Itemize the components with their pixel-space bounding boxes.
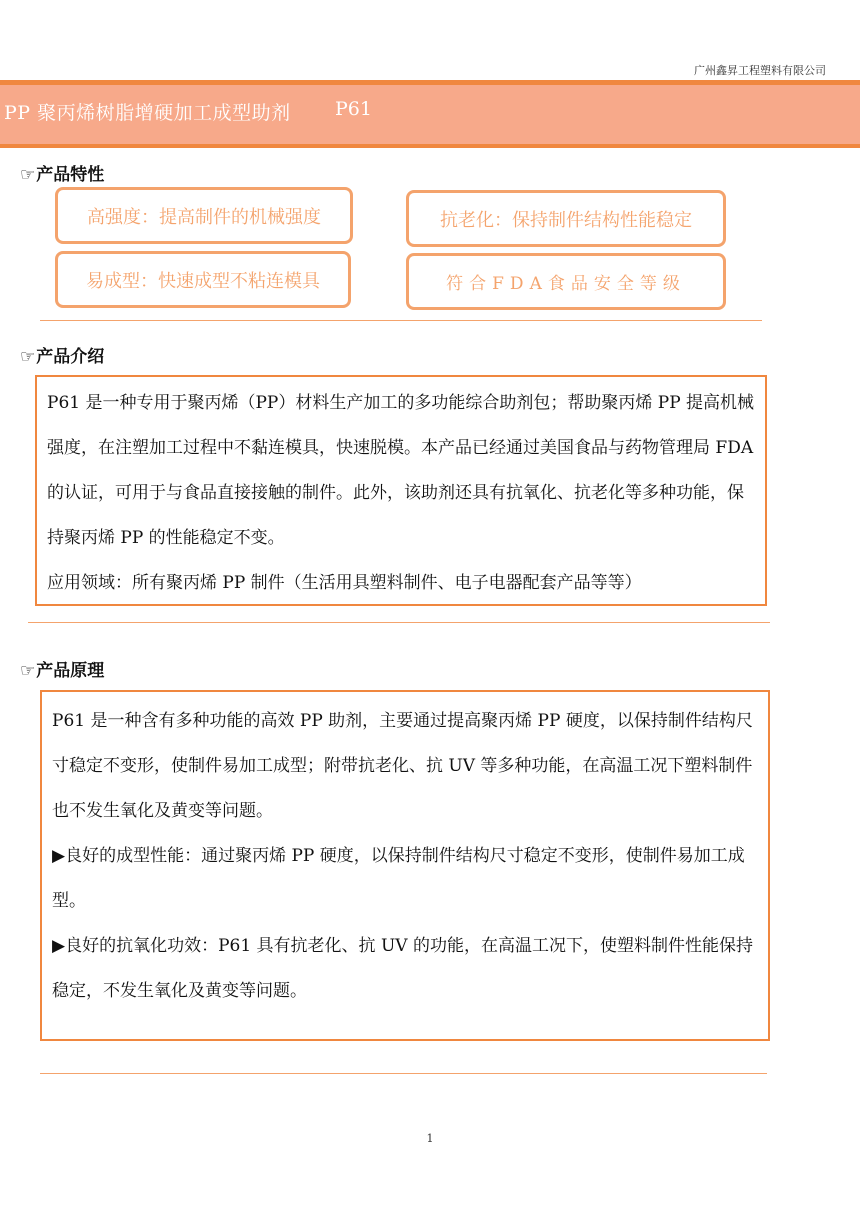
features-heading-text: 产品特性	[36, 165, 105, 185]
intro-heading	[20, 342, 104, 367]
intro-heading-text: 产品介绍	[36, 347, 105, 367]
intro-application: 应用领域：所有聚丙烯 PP 制件（生活用具塑料制件、电子电器配套产品等等）	[47, 573, 642, 593]
divider	[40, 320, 762, 321]
pointing-hand-icon: ☞	[20, 347, 36, 367]
feature-anti-aging: 抗老化：保持制件结构性能稳定	[406, 190, 726, 247]
company-name: 广州鑫昇工程塑料有限公司	[694, 64, 826, 77]
principle-point-molding: ▶良好的成型性能：通过聚丙烯 PP 硬度，以保持制件结构尺寸稳定不变形，使制件易加工成型。	[52, 846, 745, 911]
divider	[28, 622, 770, 623]
principle-heading	[20, 656, 104, 681]
document-title: PP 聚丙烯树脂增硬加工成型助剂	[4, 102, 291, 124]
product-code: P61	[335, 98, 372, 120]
feature-easy-molding: 易成型：快速成型不粘连模具	[55, 251, 351, 308]
principle-heading-text: 产品原理	[36, 661, 105, 681]
intro-paragraph: P61 是一种专用于聚丙烯（PP）材料生产加工的多功能综合助剂包；帮助聚丙烯 PP 提高机械强度，在注塑加工过程中不黏连模具，快速脱模。本产品已经通过美国食品与药物管理局 FDA 的认证，可用于与食品直接接触的制件。此外，该助剂还具有抗氧化、抗老化等多种功能，保持聚丙烯 PP 的性能稳定不变。	[47, 393, 755, 548]
features-heading	[20, 160, 104, 185]
divider	[40, 1073, 767, 1074]
page-number: 1	[426, 1132, 434, 1145]
pointing-hand-icon: ☞	[20, 165, 36, 185]
title-bar	[0, 80, 860, 148]
feature-fda-grade: 符合FDA食品安全等级	[406, 253, 726, 310]
intro-box	[35, 375, 767, 606]
principle-box	[40, 690, 770, 1041]
principle-point-antioxidant: ▶良好的抗氧化功效：P61 具有抗老化、抗 UV 的功能，在高温工况下，使塑料制件性能保持稳定，不发生氧化及黄变等问题。	[52, 936, 753, 1001]
principle-paragraph: P61 是一种含有多种功能的高效 PP 助剂，主要通过提高聚丙烯 PP 硬度，以保持制件结构尺寸稳定不变形，使制件易加工成型；附带抗老化、抗 UV 等多种功能，在高温工况下塑料制件也不发生氧化及黄变等问题。	[52, 711, 753, 821]
feature-high-strength: 高强度：提高制件的机械强度	[55, 187, 353, 244]
pointing-hand-icon: ☞	[20, 661, 36, 681]
